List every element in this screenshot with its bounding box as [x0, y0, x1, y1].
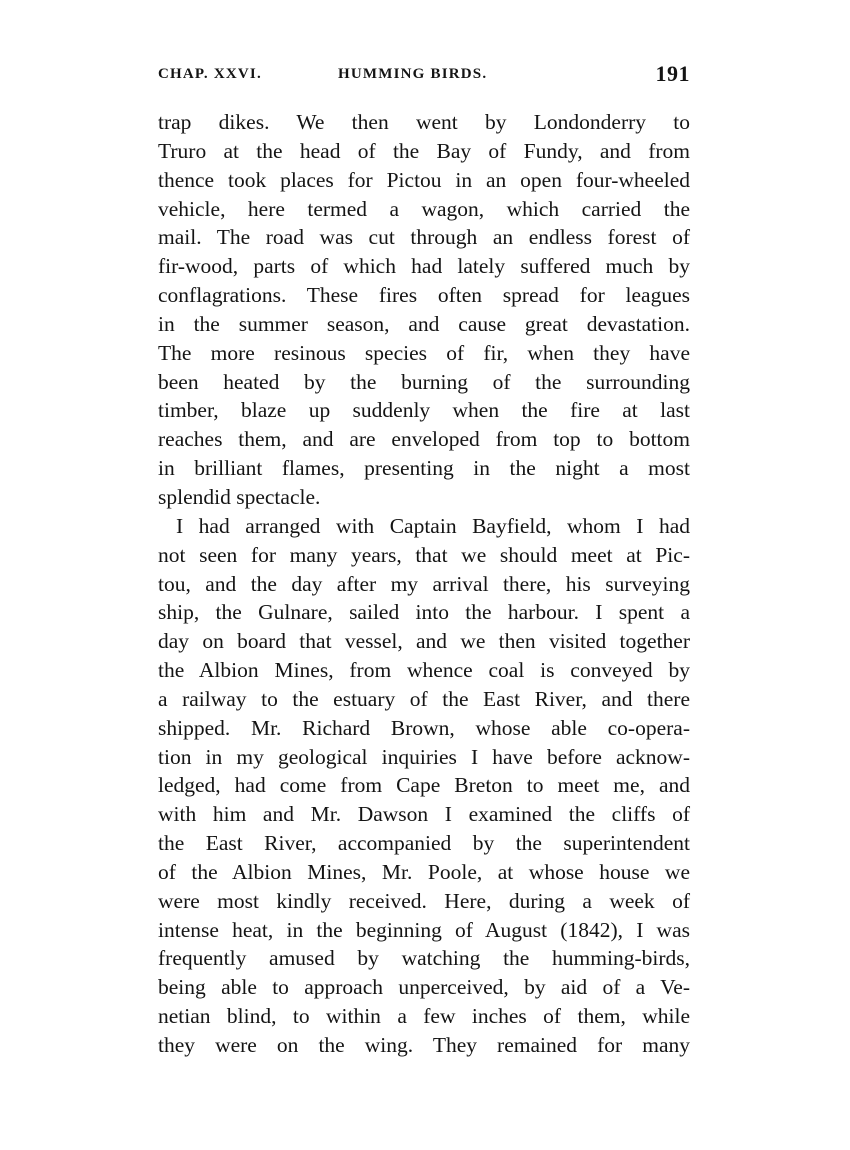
- text-line: mail. The road was cut through an endless forest of: [158, 225, 690, 250]
- page-number: 191: [655, 61, 690, 86]
- text-line: splendid spectacle.: [158, 484, 321, 509]
- chapter-label: CHAP. XXVI.: [158, 66, 262, 82]
- text-line: were most kindly received. Here, during a week of: [158, 888, 690, 913]
- text-line: netian blind, to within a few inches of them, while: [158, 1004, 690, 1029]
- text-line: with him and Mr. Dawson I examined the cliffs of: [158, 802, 690, 827]
- text-line: Truro at the head of the Bay of Fundy, and from: [158, 138, 690, 163]
- text-line: timber, blaze up suddenly when the fire at last: [158, 398, 690, 423]
- running-head: [158, 58, 690, 90]
- text-line: vehicle, here termed a wagon, which carried the: [158, 196, 690, 221]
- text-line: the Albion Mines, from whence coal is conveyed by: [158, 658, 690, 683]
- text-line: in the summer season, and cause great devastation.: [158, 311, 690, 336]
- text-line: they were on the wing. They remained for many: [158, 1033, 690, 1057]
- text-line: of the Albion Mines, Mr. Poole, at whose house we: [158, 859, 690, 884]
- text-line: ship, the Gulnare, sailed into the harbour. I spent a: [158, 600, 690, 625]
- text-line: frequently amused by watching the humming-birds,: [158, 946, 690, 971]
- text-line: intense heat, in the beginning of August (1842), I was: [158, 917, 690, 942]
- text-line: I had arranged with Captain Bayfield, whom I had: [176, 513, 690, 538]
- text-line: tou, and the day after my arrival there, his surveying: [158, 571, 690, 596]
- text-line: tion in my geological inquiries I have before acknow-: [158, 744, 690, 769]
- text-line: not seen for many years, that we should meet at Pic-: [158, 542, 690, 567]
- text-line: fir-wood, parts of which had lately suffered much by: [158, 254, 690, 279]
- text-line: conflagrations. These fires often spread for leagues: [158, 283, 690, 308]
- text-line: The more resinous species of fir, when they have: [158, 340, 690, 365]
- body-text: [158, 108, 690, 1060]
- text-line: ledged, had come from Cape Breton to meet me, and: [158, 773, 690, 798]
- text-line: in brilliant flames, presenting in the night a most: [158, 456, 690, 481]
- text-line: shipped. Mr. Richard Brown, whose able co-opera-: [158, 715, 690, 740]
- text-line: reaches them, and are enveloped from top to bottom: [158, 427, 690, 452]
- text-line: day on board that vessel, and we then visited together: [158, 629, 690, 654]
- text-line: thence took places for Pictou in an open four-wheeled: [158, 167, 690, 192]
- text-line: the East River, accompanied by the superintendent: [158, 831, 690, 856]
- running-title: HUMMING BIRDS.: [338, 66, 488, 82]
- text-line: a railway to the estuary of the East River, and there: [158, 686, 690, 711]
- text-line: being able to approach unperceived, by aid of a Ve-: [158, 975, 690, 1000]
- text-line: trap dikes. We then went by Londonderry to: [158, 110, 690, 134]
- text-line: been heated by the burning of the surrounding: [158, 369, 690, 394]
